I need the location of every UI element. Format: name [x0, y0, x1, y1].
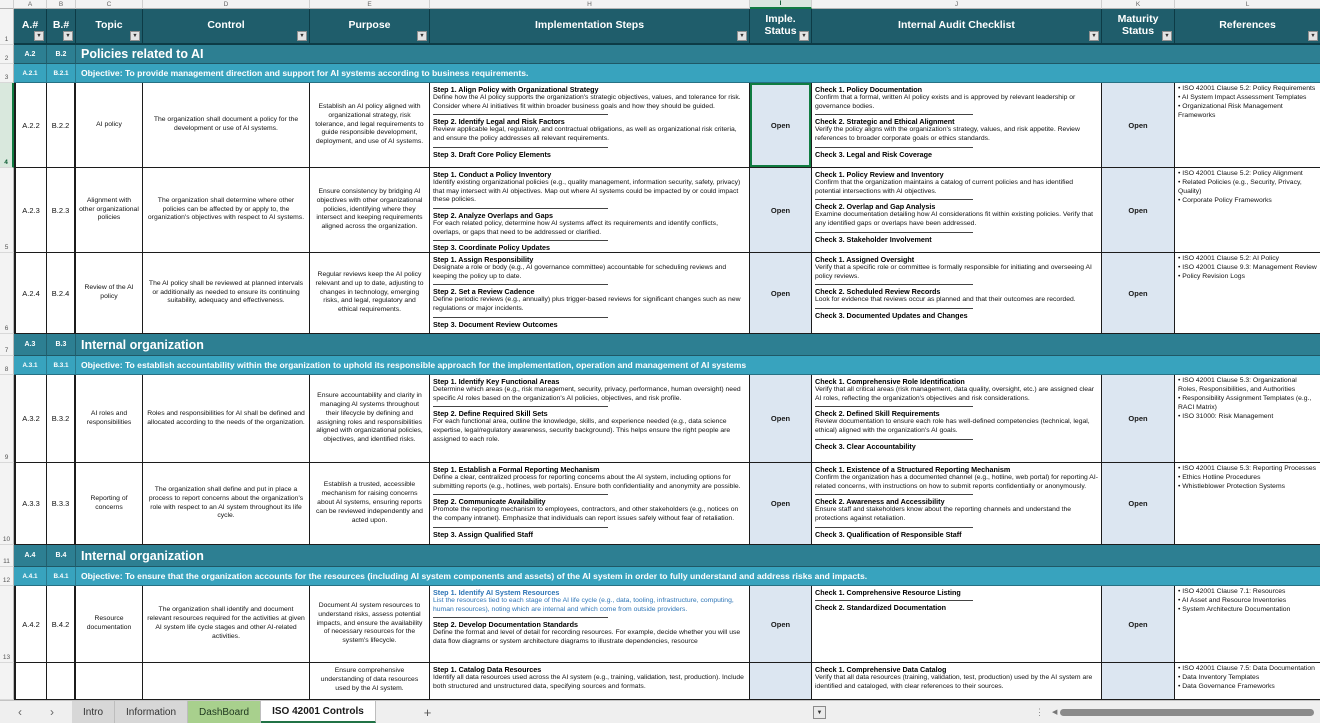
header-label: A.#	[21, 19, 39, 32]
check-item	[815, 170, 1098, 196]
reference-item: • ISO 42001 Clause 7.1: Resources	[1178, 588, 1286, 595]
sheet-tab[interactable]	[115, 701, 188, 723]
filter-button[interactable]: ▼	[1308, 31, 1318, 41]
scrollbar-thumb[interactable]	[1060, 709, 1314, 716]
cell-audit-checklist[interactable]	[812, 168, 1102, 253]
cell-a-id[interactable]	[14, 663, 47, 700]
step-title: Step 2. Communicate Availability	[433, 497, 546, 507]
step-title: Step 3. Assign Qualified Staff	[433, 529, 533, 539]
cell-a-id[interactable]: A.3.2	[14, 375, 47, 463]
reference-item: • Data Governance Frameworks	[1178, 682, 1275, 690]
objective-text-cell[interactable]: Objective: To ensure that the organization accounts for the resources (including AI system components and assets) of the AI system in order to fully understand and address risks and impacts.	[76, 567, 1320, 586]
section-row-a4	[0, 545, 1320, 567]
reference-item: • AI Asset and Resource Inventories	[1178, 596, 1287, 604]
check-body: Verify the policy aligns with the organization's strategy, values, and risk appetite. Review references to broader corporate goals or ethics standards.	[815, 126, 1080, 143]
filter-button[interactable]: ▼	[1089, 31, 1099, 41]
step-title: Step 1. Identify AI System Resources	[433, 588, 560, 597]
step-body: Review applicable legal, regulatory, and contractual obligations, as well as organizational risk criteria, and ensure the policy addresses all relevant requirements.	[433, 126, 737, 143]
reference-item: • AI System Impact Assessment Templates	[1178, 93, 1307, 101]
sheet-tab-label: ISO 42001 Controls	[272, 705, 364, 717]
header-purpose[interactable]	[310, 9, 430, 45]
step-item	[433, 527, 746, 539]
cell-maturity-status[interactable]: Open	[1102, 463, 1175, 545]
header-a-number[interactable]	[14, 9, 47, 45]
cell-audit-checklist[interactable]	[812, 463, 1102, 545]
step-body: Determine which areas (e.g., risk management, security, privacy, performance, human oversight) need specific AI roles based on the organization's AI policies, objectives, and risk profile.	[433, 386, 741, 402]
filter-button[interactable]: ▼	[417, 31, 427, 41]
cell-purpose[interactable]: Ensure accountability and clarity in managing AI systems throughout their lifecycle by defining and assigning roles and responsibilities aligned with organizational policies, objectives, and identified risks.	[310, 375, 430, 463]
cell-b-id[interactable]: B.2.3	[47, 168, 76, 253]
check-title: Check 3. Legal and Risk Coverage	[815, 149, 933, 159]
step-item	[433, 317, 746, 329]
cell-topic[interactable]	[76, 663, 143, 700]
step-body: Define how the AI policy supports the organization's strategic objectives, values, and tolerance for risk. Consider where AI initiatives fit within broader business goals and how they should be guided.	[433, 94, 741, 110]
check-title: Check 2. Strategic and Ethical Alignment	[815, 117, 955, 127]
cell-control[interactable]: The organization shall define and put in place a process to report concerns about the organization's role with respect to an AI system throughout its life cycle.	[143, 463, 310, 545]
cell-references[interactable]	[1175, 586, 1320, 663]
cell-maturity-status[interactable]: Open	[1102, 586, 1175, 663]
filter-button[interactable]: ▼	[130, 31, 140, 41]
check-title: Check 1. Comprehensive Data Catalog	[815, 665, 947, 674]
reference-item: • ISO 42001 Clause 5.3: Organizational Roles, Responsibilities, and Authorities	[1178, 377, 1297, 393]
check-body: Review documentation to ensure each role has well-defined competencies (technical, legal, ethical) aligned with the organization's AI goals.	[815, 418, 1090, 435]
section-row-a3	[0, 334, 1320, 356]
objective-b-id-cell[interactable]: B.4.1	[47, 567, 76, 586]
column-letter-a[interactable]: A	[14, 0, 47, 9]
step-title: Step 2. Analyze Overlaps and Gaps	[433, 211, 553, 221]
row-number-9[interactable]: 9	[0, 375, 14, 463]
check-title: Check 2. Scheduled Review Records	[815, 287, 941, 297]
reference-item: • Whistleblower Protection Systems	[1178, 482, 1286, 490]
cell-implementation-steps[interactable]	[430, 375, 750, 463]
header-imple-status[interactable]	[750, 9, 812, 45]
tab-scroll-right-arrow[interactable]: ›	[50, 705, 54, 719]
filter-button[interactable]: ▼	[63, 31, 73, 41]
cell-implementation-steps[interactable]	[430, 168, 750, 253]
check-item	[815, 284, 1098, 305]
header-label: References	[1219, 19, 1276, 32]
step-title: Step 2. Identify Legal and Risk Factors	[433, 117, 565, 127]
sheet-tab[interactable]	[72, 701, 115, 723]
check-title: Check 2. Overlap and Gap Analysis	[815, 202, 936, 212]
step-item	[433, 147, 746, 159]
step-item	[433, 377, 746, 403]
sheet-tabs	[72, 701, 376, 723]
objective-b-id-cell[interactable]: B.2.1	[47, 64, 76, 83]
check-title: Check 1. Policy Documentation	[815, 85, 923, 94]
objective-text-cell[interactable]: Objective: To establish accountability within the organization to uphold its responsible approach for the implementation, operation and management of AI systems	[76, 356, 1320, 375]
row-number-13[interactable]: 13	[0, 586, 14, 663]
header-label: Implementation Steps	[534, 19, 645, 32]
header-label: Purpose	[348, 19, 391, 32]
cell-control[interactable]: The organization shall determine where other policies can be affected by or apply to, the organization's objectives with respect to AI systems.	[143, 168, 310, 253]
step-item	[433, 255, 746, 281]
step-title: Step 1. Conduct a Policy Inventory	[433, 170, 552, 179]
step-title: Step 1. Identify Key Functional Areas	[433, 377, 560, 386]
header-maturity-status[interactable]	[1102, 9, 1175, 45]
cell-topic[interactable]: Alignment with other organizational policies	[76, 168, 143, 253]
filter-button[interactable]: ▼	[799, 31, 809, 41]
section-a-id-cell[interactable]: A.3	[14, 334, 47, 356]
step-title: Step 1. Establish a Formal Reporting Mechanism	[433, 465, 600, 474]
scrollbar-left-arrow-icon[interactable]: ◀	[1052, 709, 1058, 716]
row-number-2[interactable]: 2	[0, 45, 14, 64]
cell-b-id[interactable]: B.4.2	[47, 586, 76, 663]
cell-a-id[interactable]: A.3.3	[14, 463, 47, 545]
cell-references[interactable]	[1175, 253, 1320, 334]
reference-item: • ISO 42001 Clause 9.3: Management Review	[1178, 263, 1317, 271]
check-body: Look for evidence that reviews occur as planned and that their outcomes are recorded.	[815, 296, 1076, 304]
cell-topic[interactable]: AI roles and responsibilities	[76, 375, 143, 463]
header-label: Control	[207, 19, 245, 32]
step-body: List the resources tied to each stage of the AI life cycle (e.g., data, tooling, infrastructure, computing, human resources), noting which are internal and which come from outside providers.	[433, 597, 734, 613]
row-number-7[interactable]: 7	[0, 334, 14, 356]
step-item	[433, 240, 746, 252]
cell-b-id[interactable]	[47, 663, 76, 700]
reference-item: • ISO 42001 Clause 5.2: AI Policy	[1178, 255, 1279, 262]
cell-topic[interactable]: Resource documentation	[76, 586, 143, 663]
section-b-id-cell[interactable]: B.4	[47, 545, 76, 567]
row-number-14[interactable]	[0, 663, 14, 700]
objective-a-id-cell[interactable]: A.4.1	[14, 567, 47, 586]
objective-text-cell[interactable]: Objective: To provide management direction and support for AI systems according to business requirements.	[76, 64, 1320, 83]
check-item	[815, 147, 1098, 159]
check-item	[815, 232, 1098, 244]
reference-item: • ISO 42001 Clause 7.5: Data Documentation	[1178, 665, 1315, 672]
cell-purpose[interactable]: Regular reviews keep the AI policy relevant and up to date, adjusting to changes in technology, emerging risks, and legal, regulatory and ethical requirements.	[310, 253, 430, 334]
check-body: Verify that a specific role or committee is formally responsible for initiating and overseeing AI policy reviews.	[815, 264, 1092, 280]
step-body: Define the format and level of detail for recording resources. For example, decide whether you will use data flow diagrams or system architecture diagrams to illustrate dependencies, resource	[433, 629, 741, 646]
row-number-8[interactable]: 8	[0, 356, 14, 375]
select-all-corner[interactable]	[0, 0, 14, 9]
check-title: Check 1. Comprehensive Role Identification	[815, 377, 965, 386]
step-item	[433, 85, 746, 111]
cell-purpose[interactable]: Establish a trusted, accessible mechanism for raising concerns about AI systems, ensuring reports can be reviewed independently and acted upon.	[310, 463, 430, 545]
check-item	[815, 85, 1098, 111]
cell-maturity-status[interactable]: Open	[1102, 253, 1175, 334]
cell-audit-checklist[interactable]	[812, 375, 1102, 463]
sheet-tab-label: Information	[126, 706, 177, 718]
check-title: Check 3. Documented Updates and Changes	[815, 311, 968, 321]
cell-control[interactable]	[143, 663, 310, 700]
tab-scroll-left-arrow[interactable]: ‹	[18, 705, 22, 719]
column-letter-j[interactable]: J	[812, 0, 1102, 9]
header-b-number[interactable]	[47, 9, 76, 45]
step-item	[433, 617, 746, 646]
objective-row-a31	[0, 356, 1320, 375]
row-number-11[interactable]: 11	[0, 545, 14, 567]
step-body: For each functional area, outline the knowledge, skills, and experience needed (e.g., data science expertise, legal/regulatory awareness, security background). This helps ensure the right people are assigned to each role.	[433, 418, 731, 443]
filter-button[interactable]: ▼	[34, 31, 44, 41]
cell-imple-status[interactable]: Open	[750, 586, 812, 663]
cell-control[interactable]: The organization shall document a policy for the development or use of AI systems.	[143, 83, 310, 168]
check-title: Check 3. Stakeholder Involvement	[815, 234, 932, 244]
check-body: Confirm that the organization maintains a catalog of current policies and has identified potential intersections with AI objectives.	[815, 179, 1074, 195]
check-title: Check 3. Qualification of Responsible Staff	[815, 529, 962, 539]
horizontal-scrollbar[interactable]	[1052, 701, 1320, 723]
cell-a-id[interactable]: A.4.2	[14, 586, 47, 663]
check-item	[815, 665, 1098, 691]
reference-item: • ISO 31000: Risk Management	[1178, 412, 1274, 420]
reference-item: • Ethics Hotline Procedures	[1178, 473, 1261, 481]
step-title: Step 2. Develop Documentation Standards	[433, 620, 578, 630]
step-item	[433, 406, 746, 444]
check-item	[815, 588, 1098, 597]
column-letters-strip	[0, 0, 1320, 9]
table-row-partial	[0, 663, 1320, 700]
cell-control[interactable]: The organization shall identify and document relevant resources required for the activities at given AI system life cycle stages and other AI-related activities.	[143, 586, 310, 663]
header-internal-audit-checklist[interactable]	[812, 9, 1102, 45]
cell-imple-status[interactable]	[750, 663, 812, 700]
step-title: Step 2. Set a Review Cadence	[433, 287, 535, 297]
sheet-tab[interactable]	[188, 701, 261, 723]
step-title: Step 1. Assign Responsibility	[433, 255, 534, 264]
header-topic[interactable]	[76, 9, 143, 45]
table-row-a42	[0, 586, 1320, 663]
check-body: Verify that all critical areas (risk management, data quality, oversight, etc.) are assigned clear AI roles, reflecting the organization's objectives and risk considerations.	[815, 386, 1095, 402]
step-item	[433, 494, 746, 523]
table-row-a23	[0, 168, 1320, 253]
check-title: Check 1. Comprehensive Resource Listing	[815, 588, 961, 597]
cell-a-id[interactable]: A.2.3	[14, 168, 47, 253]
step-title: Step 3. Draft Core Policy Elements	[433, 149, 551, 159]
row-number-5[interactable]: 5	[0, 168, 14, 253]
cell-implementation-steps[interactable]	[430, 663, 750, 700]
check-title: Check 1. Existence of a Structured Reporting Mechanism	[815, 465, 1011, 474]
table-header-row	[0, 9, 1320, 45]
cell-references[interactable]	[1175, 83, 1320, 168]
cell-imple-status-selected[interactable]: Open	[750, 83, 812, 168]
check-title: Check 1. Assigned Oversight	[815, 255, 915, 264]
objective-a-id-cell[interactable]: A.3.1	[14, 356, 47, 375]
reference-item: • Data Inventory Templates	[1178, 673, 1260, 681]
section-a-id-cell[interactable]: A.4	[14, 545, 47, 567]
step-item	[433, 114, 746, 143]
cell-maturity-status[interactable]: Open	[1102, 83, 1175, 168]
check-body: Ensure staff and stakeholders know about the reporting channels and understand the protections against retaliation.	[815, 506, 1072, 523]
column-letter-i-selected[interactable]: I	[750, 0, 812, 9]
sheet-tab-bar	[0, 700, 1320, 723]
objective-a-id-cell[interactable]: A.2.1	[14, 64, 47, 83]
step-body: For each related policy, determine how AI systems affect its requirements and identify conflicts, overlaps, or gaps that need to be addressed or clarified.	[433, 220, 718, 236]
check-body: Verify that all data resources (training, validation, test, production) used by the AI system are identified and cataloged, with clear references to their sources.	[815, 674, 1093, 690]
cell-references[interactable]	[1175, 168, 1320, 253]
cell-maturity-status[interactable]: Open	[1102, 375, 1175, 463]
row-number-3[interactable]: 3	[0, 64, 14, 83]
section-title-cell[interactable]: Internal organization	[76, 334, 1320, 356]
cell-control[interactable]: The AI policy shall be reviewed at planned intervals or additionally as needed to ensure its continuing suitability, adequacy and effectiveness.	[143, 253, 310, 334]
check-item	[815, 199, 1098, 228]
row-number-4-selected[interactable]: 4	[0, 83, 14, 168]
tab-scrollbar-divider[interactable]: ⋮	[1035, 706, 1044, 717]
cell-references[interactable]	[1175, 463, 1320, 545]
header-implementation-steps[interactable]	[430, 9, 750, 45]
cell-topic[interactable]: AI policy	[76, 83, 143, 168]
row-number-6[interactable]: 6	[0, 253, 14, 334]
cell-imple-status[interactable]: Open	[750, 375, 812, 463]
check-item	[815, 255, 1098, 281]
table-row-a32	[0, 375, 1320, 463]
cell-purpose[interactable]: Document AI system resources to understand risks, assess potential impacts, and ensure the availability of necessary resources for the system's lifecycle.	[310, 586, 430, 663]
column-letter-c[interactable]: C	[76, 0, 143, 9]
column-letter-d[interactable]: D	[143, 0, 310, 9]
step-body: Designate a role or body (e.g., AI governance committee) accountable for scheduling reviews and keeping the policy up to date.	[433, 264, 727, 280]
cell-purpose[interactable]: Establish an AI policy aligned with organizational strategy, risk tolerance, and legal requirements to guide responsible development, deployment, and use of AI systems.	[310, 83, 430, 168]
check-body: Examine documentation detailing how AI considerations fit within existing policies. Verify that any identified gaps or overlaps have been addressed.	[815, 211, 1094, 228]
row-number-10[interactable]: 10	[0, 463, 14, 545]
sheet-tab-label: DashBoard	[199, 706, 250, 718]
reference-item: • Policy Revision Logs	[1178, 272, 1245, 280]
reference-item: • Responsibility Assignment Templates (e.g., RACI Matrix)	[1178, 394, 1312, 411]
cell-imple-status[interactable]: Open	[750, 463, 812, 545]
add-sheet-button[interactable]: +	[423, 704, 432, 720]
cell-references[interactable]	[1175, 663, 1320, 700]
step-item	[433, 588, 746, 614]
reference-item: • Organizational Risk Management Frameworks	[1178, 102, 1283, 119]
sheet-tab-label: Intro	[83, 706, 104, 718]
step-body: Promote the reporting mechanism to employees, contractors, and other stakeholders (e.g., notices on the company intranet). Emphasize that individuals can report issues safely without fear of retaliation.	[433, 506, 739, 523]
check-item	[815, 600, 1098, 612]
step-body: Define periodic reviews (e.g., annually) plus trigger-based reviews for significant changes such as new regulations or major incidents.	[433, 296, 741, 313]
check-title: Check 2. Defined Skill Requirements	[815, 409, 940, 419]
header-label: Maturity Status	[1117, 13, 1159, 37]
step-item	[433, 665, 746, 691]
filter-button[interactable]: ▼	[737, 31, 747, 41]
section-b-id-cell[interactable]: B.2	[47, 45, 76, 64]
check-item	[815, 465, 1098, 491]
cell-a-id[interactable]: A.2.4	[14, 253, 47, 334]
section-title-cell[interactable]: Internal organization	[76, 545, 1320, 567]
section-b-id-cell[interactable]: B.3	[47, 334, 76, 356]
cell-b-id[interactable]: B.2.4	[47, 253, 76, 334]
step-item	[433, 284, 746, 313]
check-body: Confirm the organization has a documented channel (e.g., hotline, web portal) for reporting AI-related concerns, with instructions on how to submit reports confidentially or anonymously.	[815, 474, 1098, 490]
cell-references[interactable]	[1175, 375, 1320, 463]
header-label: Imple. Status	[764, 13, 797, 37]
objective-row-a21	[0, 64, 1320, 83]
filter-button[interactable]: ▼	[1162, 31, 1172, 41]
step-title: Step 1. Align Policy with Organizational Strategy	[433, 85, 599, 94]
reference-item: • ISO 42001 Clause 5.2: Policy Alignment	[1178, 170, 1303, 177]
cell-topic[interactable]: Reporting of concerns	[76, 463, 143, 545]
cell-control[interactable]: Roles and responsibilities for AI shall be defined and allocated according to the needs of the organization.	[143, 375, 310, 463]
cell-topic[interactable]: Review of the AI policy	[76, 253, 143, 334]
check-title: Check 1. Policy Review and Inventory	[815, 170, 944, 179]
cell-imple-status[interactable]: Open	[750, 253, 812, 334]
cell-purpose[interactable]: Ensure comprehensive understanding of data resources used by the AI system.	[310, 663, 430, 700]
row-number-12[interactable]: 12	[0, 567, 14, 586]
objective-row-a41	[0, 567, 1320, 586]
cell-implementation-steps[interactable]	[430, 586, 750, 663]
cell-b-id[interactable]: B.2.2	[47, 83, 76, 168]
step-body: Identify all data resources used across the AI system (e.g., training, validation, test, production). Include both structured and unstructured data, specifying sources and formats.	[433, 674, 744, 690]
header-label: B.#	[52, 19, 70, 32]
header-references[interactable]	[1175, 9, 1320, 45]
header-control[interactable]	[143, 9, 310, 45]
cell-implementation-steps[interactable]	[430, 463, 750, 545]
step-body: Define a clear, centralized process for reporting concerns about the AI system, including options for submitting reports (e.g., hotlines, web portals). Ensure both confidentiality and anonymity are possible.	[433, 474, 741, 490]
cell-b-id[interactable]: B.3.2	[47, 375, 76, 463]
column-letter-l[interactable]: L	[1175, 0, 1320, 9]
column-letter-h[interactable]: H	[430, 0, 750, 9]
check-title: Check 2. Standardized Documentation	[815, 603, 946, 612]
sheet-tab[interactable]	[261, 701, 376, 723]
filter-button[interactable]: ▼	[297, 31, 307, 41]
reference-item: • ISO 42001 Clause 5.2: Policy Requirements	[1178, 85, 1316, 92]
objective-b-id-cell[interactable]: B.3.1	[47, 356, 76, 375]
cell-maturity-status[interactable]: Open	[1102, 168, 1175, 253]
reference-item: • System Architecture Documentation	[1178, 605, 1291, 613]
header-label: Topic	[95, 19, 123, 32]
check-item	[815, 308, 1098, 320]
table-row-a24	[0, 253, 1320, 334]
check-item	[815, 527, 1098, 539]
cell-imple-status[interactable]: Open	[750, 168, 812, 253]
column-letter-b[interactable]: B	[47, 0, 76, 9]
column-letter-e[interactable]: E	[310, 0, 430, 9]
step-title: Step 1. Catalog Data Resources	[433, 665, 542, 674]
check-title: Check 2. Awareness and Accessibility	[815, 497, 945, 507]
table-row-a33	[0, 463, 1320, 545]
check-item	[815, 494, 1098, 523]
cell-maturity-status[interactable]	[1102, 663, 1175, 700]
check-item	[815, 377, 1098, 403]
step-item	[433, 465, 746, 491]
cell-a-id[interactable]: A.2.2	[14, 83, 47, 168]
header-label: Internal Audit Checklist	[898, 19, 1015, 32]
cell-implementation-steps[interactable]	[430, 83, 750, 168]
cell-purpose[interactable]: Ensure consistency by bridging AI objectives with other organizational policies, identifying where they intersect and keeping requirements aligned across the organization.	[310, 168, 430, 253]
step-title: Step 2. Define Required Skill Sets	[433, 409, 548, 419]
cell-b-id[interactable]: B.3.3	[47, 463, 76, 545]
cell-audit-checklist[interactable]	[812, 83, 1102, 168]
check-item	[815, 406, 1098, 435]
check-title: Check 3. Clear Accountability	[815, 441, 916, 451]
section-a-id-cell[interactable]: A.2	[14, 45, 47, 64]
section-row-a2	[0, 45, 1320, 64]
cell-audit-checklist[interactable]	[812, 586, 1102, 663]
reference-item: • ISO 42001 Clause 5.3: Reporting Processes	[1178, 465, 1317, 472]
status-dropdown-button[interactable]: ▼	[813, 706, 826, 719]
section-title-cell[interactable]: Policies related to AI	[76, 45, 1320, 64]
cell-audit-checklist[interactable]	[812, 253, 1102, 334]
step-body: Identify existing organizational policies (e.g., quality management, information security, safety, privacy) that may intersect with AI objectives. Map out where AI systems could be impacted by or could impact these policies.	[433, 179, 741, 204]
step-title: Step 3. Document Review Outcomes	[433, 319, 558, 329]
step-item	[433, 170, 746, 205]
row-number-1[interactable]: 1	[0, 9, 14, 45]
check-item	[815, 114, 1098, 143]
check-body: Confirm that a formal, written AI policy exists and is approved by relevant leadership or governance bodies.	[815, 94, 1076, 110]
check-item	[815, 439, 1098, 451]
column-letter-k[interactable]: K	[1102, 0, 1175, 9]
step-title: Step 3. Coordinate Policy Updates	[433, 243, 551, 253]
cell-implementation-steps[interactable]	[430, 253, 750, 334]
reference-item: • Corporate Policy Frameworks	[1178, 196, 1272, 204]
step-item	[433, 208, 746, 237]
cell-audit-checklist[interactable]	[812, 663, 1102, 700]
reference-item: • Related Policies (e.g., Security, Privacy, Quality)	[1178, 178, 1302, 195]
